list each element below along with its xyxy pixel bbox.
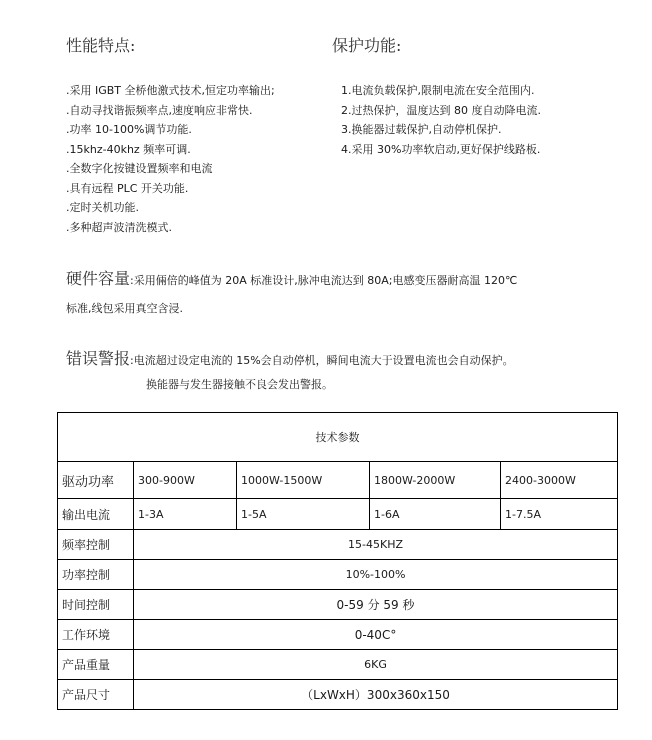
table-row — [58, 590, 618, 620]
list-item: .功率 10-100%调节功能. — [66, 123, 192, 136]
table-row — [58, 650, 618, 680]
list-item: 3.换能器过载保护,自动停机保护. — [341, 123, 502, 136]
weight-label: 产品重量 — [58, 650, 134, 680]
table-row — [58, 530, 618, 560]
list-item: 1.电流负载保护,限制电流在安全范围内. — [341, 84, 535, 97]
table-row — [58, 462, 618, 499]
table-cell: 1-7.5A — [501, 499, 618, 530]
table-cell: 300-900W — [134, 462, 237, 499]
features-heading: 性能特点: — [66, 36, 136, 55]
spec-table — [57, 412, 618, 710]
list-item: .自动寻找谐振频率点,速度响应非常快. — [66, 103, 253, 117]
list-item: 2.过热保护，温度达到 80 度自动降电流. — [341, 103, 541, 117]
power-control-value: 10%-100% — [134, 560, 618, 590]
table-cell: 1000W-1500W — [237, 462, 370, 499]
features-list — [66, 81, 275, 237]
list-item: .具有远程 PLC 开关功能. — [66, 181, 189, 195]
list-item: .定时关机功能. — [66, 201, 139, 214]
dimensions-value: （LxWxH）300x360x150 — [134, 680, 618, 710]
environment-label: 工作环境 — [58, 620, 134, 650]
output-current-label: 输出电流 — [58, 499, 134, 530]
power-control-label: 功率控制 — [58, 560, 134, 590]
protection-heading: 保护功能: — [332, 36, 402, 55]
list-item: .全数字化按键设置频率和电流 — [66, 162, 213, 175]
drive-power-label: 驱动功率 — [58, 462, 134, 499]
weight-value: 6KG — [134, 650, 618, 680]
protection-list — [341, 81, 541, 159]
alarm-label: 错误警报 — [66, 349, 131, 368]
table-row — [58, 620, 618, 650]
hardware-text-2: 标准,线包采用真空含浸. — [66, 302, 183, 315]
dimensions-label: 产品尺寸 — [58, 680, 134, 710]
hardware-label: 硬件容量 — [66, 269, 131, 288]
table-row — [58, 560, 618, 590]
list-item: .采用 IGBT 全桥他激式技术,恒定功率输出; — [66, 84, 275, 97]
table-row — [58, 499, 618, 530]
list-item: .15khz-40khz 频率可调. — [66, 142, 191, 156]
alarm-text: :电流超过设定电流的 15%会自动停机，瞬间电流大于设置电流也会自动保护。 — [130, 354, 514, 367]
list-item: 4.采用 30%功率软启动,更好保护线路板. — [341, 142, 541, 156]
frequency-control-value: 15-45KHZ — [134, 530, 618, 560]
table-cell: 1-3A — [134, 499, 237, 530]
table-cell: 1-6A — [370, 499, 501, 530]
environment-value: 0-40C° — [134, 620, 618, 650]
time-control-label: 时间控制 — [58, 590, 134, 620]
frequency-control-label: 频率控制 — [58, 530, 134, 560]
alarm-section — [66, 346, 514, 369]
table-cell: 1-5A — [237, 499, 370, 530]
hardware-section — [66, 266, 517, 289]
alarm-text-2: 换能器与发生器接触不良会发出警报。 — [146, 378, 333, 391]
table-row — [58, 680, 618, 710]
hardware-text: :采用倆倍的峰值为 20A 标准设计,脉冲电流达到 80A;电感变压器耐高温 120℃ — [130, 274, 518, 287]
table-cell: 2400-3000W — [501, 462, 618, 499]
list-item: .多种超声波清洗模式. — [66, 220, 172, 234]
time-control-value: 0-59 分 59 秒 — [134, 590, 618, 620]
spec-table-title: 技术参数 — [58, 413, 618, 462]
table-cell: 1800W-2000W — [370, 462, 501, 499]
